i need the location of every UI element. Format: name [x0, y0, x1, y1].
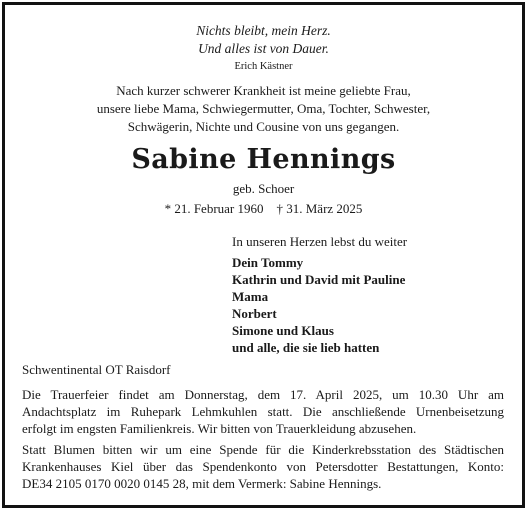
donation-line: Krankenhauses Kiel über das Spendenkonto von Petersdotter Bestattungen, Konto: [22, 459, 504, 474]
mourner-name: Kathrin und David mit Pauline [232, 272, 406, 287]
mourner-name: Dein Tommy [232, 255, 304, 270]
funeral-line: Andachtsplatz im Ruhepark Lehmkuhlen statt. Die anschließende Urnenbeisetzung [22, 404, 504, 419]
poem-author: Erich Kästner [234, 61, 293, 72]
deceased-name: Sabine Hennings [131, 144, 396, 175]
place-line: Schwentinental OT Raisdorf [22, 362, 171, 377]
mourner-name: und alle, die sie lieb hatten [232, 340, 380, 355]
birth-name: geb. Schoer [232, 181, 295, 196]
donation-line: DE34 2105 0170 0020 0145 28, mit dem Vermerk: Sabine Hennings. [22, 476, 382, 491]
mourner-name: Mama [232, 289, 269, 304]
funeral-paragraph [22, 386, 504, 437]
funeral-line: erfolgt im engsten Familienkreis. Wir bitten von Trauerkleidung abzusehen. [22, 421, 417, 436]
donation-line: Statt Blumen bitten wir um eine Spende für die Kinderkrebsstation des Städtischen [22, 442, 504, 457]
announcement-line-1: Nach kurzer schwerer Krankheit ist meine geliebte Frau, [116, 83, 411, 98]
announcement-line-3: Schwägerin, Nichte und Cousine von uns gegangen. [127, 119, 400, 134]
poem-line-2: Und alles ist von Dauer. [198, 41, 329, 56]
poem-line-1: Nichts bleibt, mein Herz. [196, 23, 331, 38]
mourner-name: Simone und Klaus [232, 323, 334, 338]
funeral-line: Die Trauerfeier findet am Donnerstag, dem 17. April 2025, um 10.30 Uhr am [22, 387, 504, 402]
announcement-line-2: unsere liebe Mama, Schwiegermutter, Oma, Tochter, Schwester, [96, 101, 431, 116]
donation-paragraph [22, 441, 504, 492]
life-dates: * 21. Februar 1960 † 31. März 2025 [164, 201, 363, 216]
mourner-name: Norbert [232, 306, 277, 321]
mourners-list [232, 233, 512, 356]
mourners-intro: In unseren Herzen lebst du weiter [232, 234, 408, 249]
